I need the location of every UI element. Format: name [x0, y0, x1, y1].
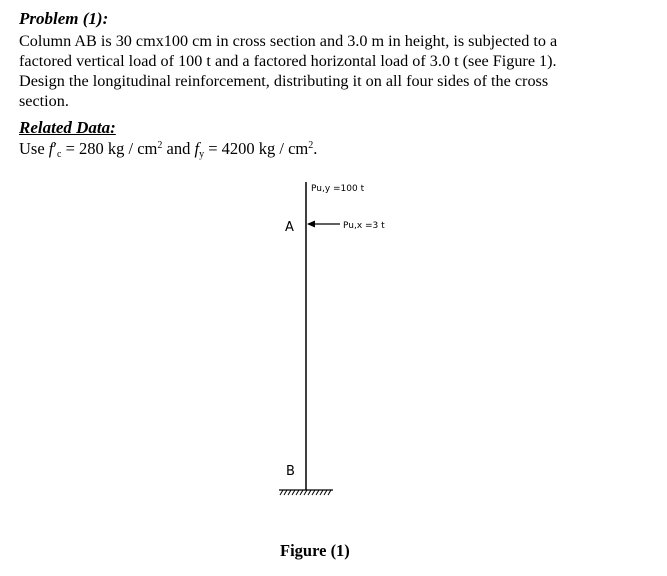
- sentence-end: .: [313, 139, 318, 158]
- fy-value: = 4200 kg / cm: [208, 139, 309, 158]
- vertical-load-label: Pu,y =100 t: [311, 184, 365, 194]
- fc-exponent: 2: [157, 140, 163, 151]
- fc-symbol: f: [48, 139, 54, 158]
- node-a-label: A: [285, 220, 294, 235]
- horizontal-load-arrowhead: [307, 221, 315, 228]
- fy-subscript: y: [199, 149, 205, 160]
- problem-title: Problem (1):: [19, 9, 109, 28]
- and-word: and: [166, 139, 191, 158]
- fc-prime: ′: [53, 139, 57, 158]
- fy-symbol: f: [194, 139, 200, 158]
- statement-line: section.: [19, 92, 69, 110]
- related-data-heading: Related Data:: [19, 118, 116, 137]
- statement-line: factored vertical load of 100 t and a factored horizontal load of 3.0 t (see Figure 1).: [19, 52, 557, 70]
- horizontal-load-label: Pu,x =3 t: [343, 221, 385, 231]
- fy-exponent: 2: [308, 140, 314, 151]
- node-b-label: B: [286, 464, 295, 479]
- statement-line: Design the longitudinal reinforcement, distributing it on all four sides of the cross: [19, 72, 549, 90]
- fixed-support: [279, 490, 333, 495]
- figure-caption: Figure (1): [280, 541, 350, 560]
- fc-value: = 280 kg / cm: [65, 139, 158, 158]
- statement-line: Column AB is 30 cmx100 cm in cross section and 3.0 m in height, is subjected to a: [19, 32, 558, 50]
- use-prefix: Use: [19, 139, 45, 158]
- fc-subscript: c: [57, 149, 62, 160]
